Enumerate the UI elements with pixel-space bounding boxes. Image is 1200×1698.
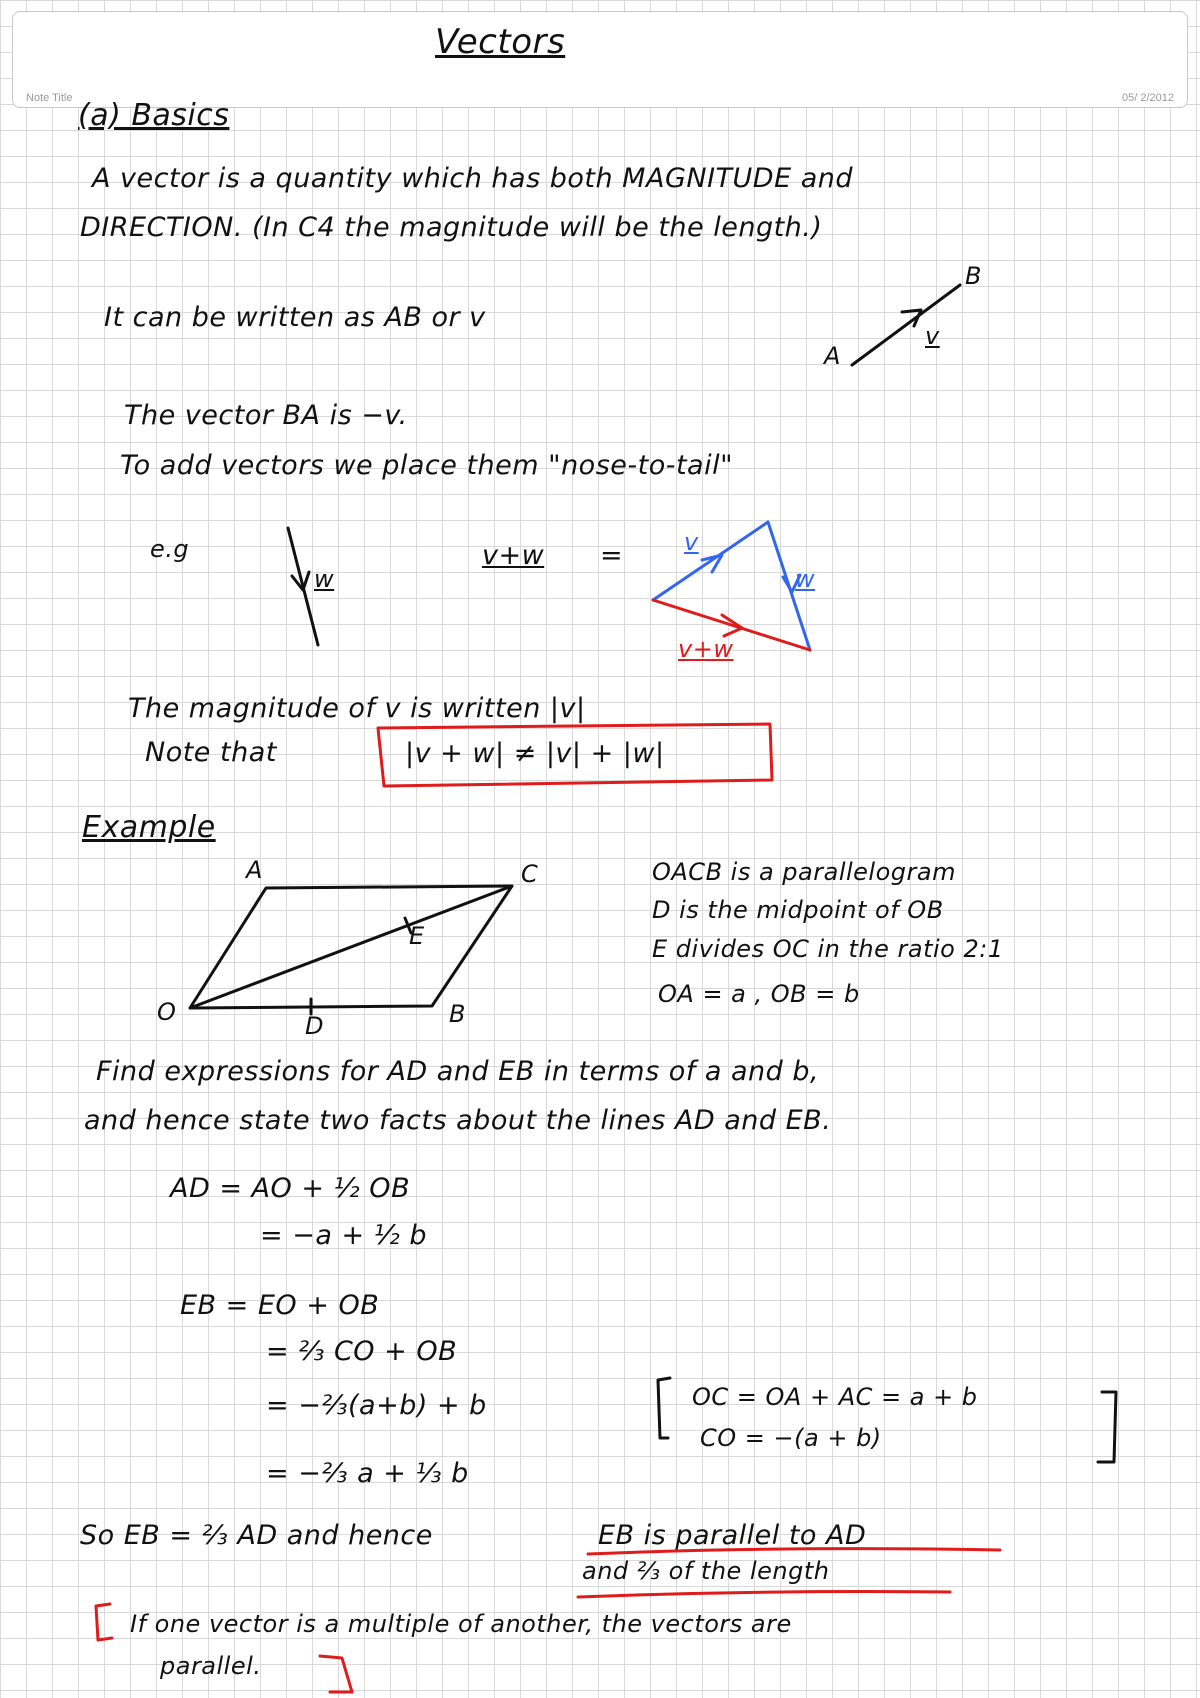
working-line-3: EB = EO + OB xyxy=(180,1290,380,1321)
diagonal-oc xyxy=(190,886,512,1008)
label-a: A xyxy=(824,342,841,370)
working-line-1: AD = AO + ½ OB xyxy=(170,1173,411,1204)
aside-line-1: OC = OA + AC = a + b xyxy=(692,1383,978,1411)
note-inequality: |v + w| ≠ |v| + |w| xyxy=(405,738,665,769)
page-title: Vectors xyxy=(435,22,566,62)
rule-bracket-left xyxy=(96,1604,112,1640)
note-that-label: Note that xyxy=(145,737,277,768)
note-date: 05/ 2/2012 xyxy=(1122,92,1174,104)
triangle-sum-side xyxy=(653,600,810,650)
label-b: B xyxy=(965,262,982,290)
point-a-label: A xyxy=(246,856,263,884)
desc-line-4: OA = a , OB = b xyxy=(658,980,860,1008)
working-line-2: = −a + ½ b xyxy=(260,1220,428,1251)
equals-sign: = xyxy=(600,540,624,571)
definition-line-2: DIRECTION. (In C4 the magnitude will be the length.) xyxy=(80,212,823,243)
so-line: So EB = ⅔ AD and hence xyxy=(80,1520,433,1551)
point-e-label: E xyxy=(409,922,425,950)
rule-bracket-right xyxy=(320,1656,352,1692)
aside-line-2: CO = −(a + b) xyxy=(700,1424,882,1452)
question-line-2: and hence state two facts about the lines AD and EB. xyxy=(84,1105,832,1136)
point-b-label: B xyxy=(449,1000,466,1028)
written-as-line: It can be written as AB or v xyxy=(104,302,486,333)
conclusion-line-2: and ⅔ of the length xyxy=(582,1557,830,1585)
inequality-box xyxy=(378,724,772,786)
point-c-label: C xyxy=(521,860,539,888)
label-v: v xyxy=(925,322,940,350)
question-line-1: Find expressions for AD and EB in terms of a and b, xyxy=(96,1056,820,1087)
rule-line-1: If one vector is a multiple of another, the vectors are xyxy=(130,1610,792,1638)
example-heading: Example xyxy=(82,810,216,845)
rule-line-2: parallel. xyxy=(160,1652,262,1680)
note-title-label: Note Title xyxy=(26,92,73,104)
vector-ab-arrowhead xyxy=(902,310,921,326)
section-heading-basics: (a) Basics xyxy=(78,98,230,133)
aside-bracket-left xyxy=(658,1378,670,1438)
eg-label: e.g xyxy=(150,535,190,563)
working-line-4: = ⅔ CO + OB xyxy=(266,1336,458,1367)
conclusion-line-1: EB is parallel to AD xyxy=(598,1520,867,1551)
point-d-label: D xyxy=(305,1012,324,1040)
add-line: To add vectors we place them "nose-to-tail" xyxy=(120,450,734,481)
conclusion-underline-1 xyxy=(588,1549,1000,1554)
triangle-v-side xyxy=(653,522,768,600)
working-line-6: = −⅔ a + ⅓ b xyxy=(266,1458,469,1489)
triangle-w-label: w xyxy=(795,565,816,593)
point-o-label: O xyxy=(157,998,177,1026)
desc-line-1: OACB is a parallelogram xyxy=(652,858,956,886)
desc-line-3: E divides OC in the ratio 2:1 xyxy=(652,935,1004,963)
magnitude-line: The magnitude of v is written |v| xyxy=(128,693,586,724)
triangle-sum-label: v+w xyxy=(678,635,734,663)
sum-lhs: v+w xyxy=(482,540,545,571)
working-line-5: = −⅔(a+b) + b xyxy=(266,1390,487,1421)
definition-line-1: A vector is a quantity which has both MAGNITUDE and xyxy=(92,163,854,194)
desc-line-2: D is the midpoint of OB xyxy=(652,896,944,924)
conclusion-underline-2 xyxy=(578,1592,950,1597)
w-label: w xyxy=(314,565,335,593)
triangle-v-label: v xyxy=(684,528,699,556)
aside-bracket-right xyxy=(1098,1392,1116,1462)
ba-line: The vector BA is −v. xyxy=(124,400,408,431)
vector-ab-line xyxy=(852,285,960,365)
